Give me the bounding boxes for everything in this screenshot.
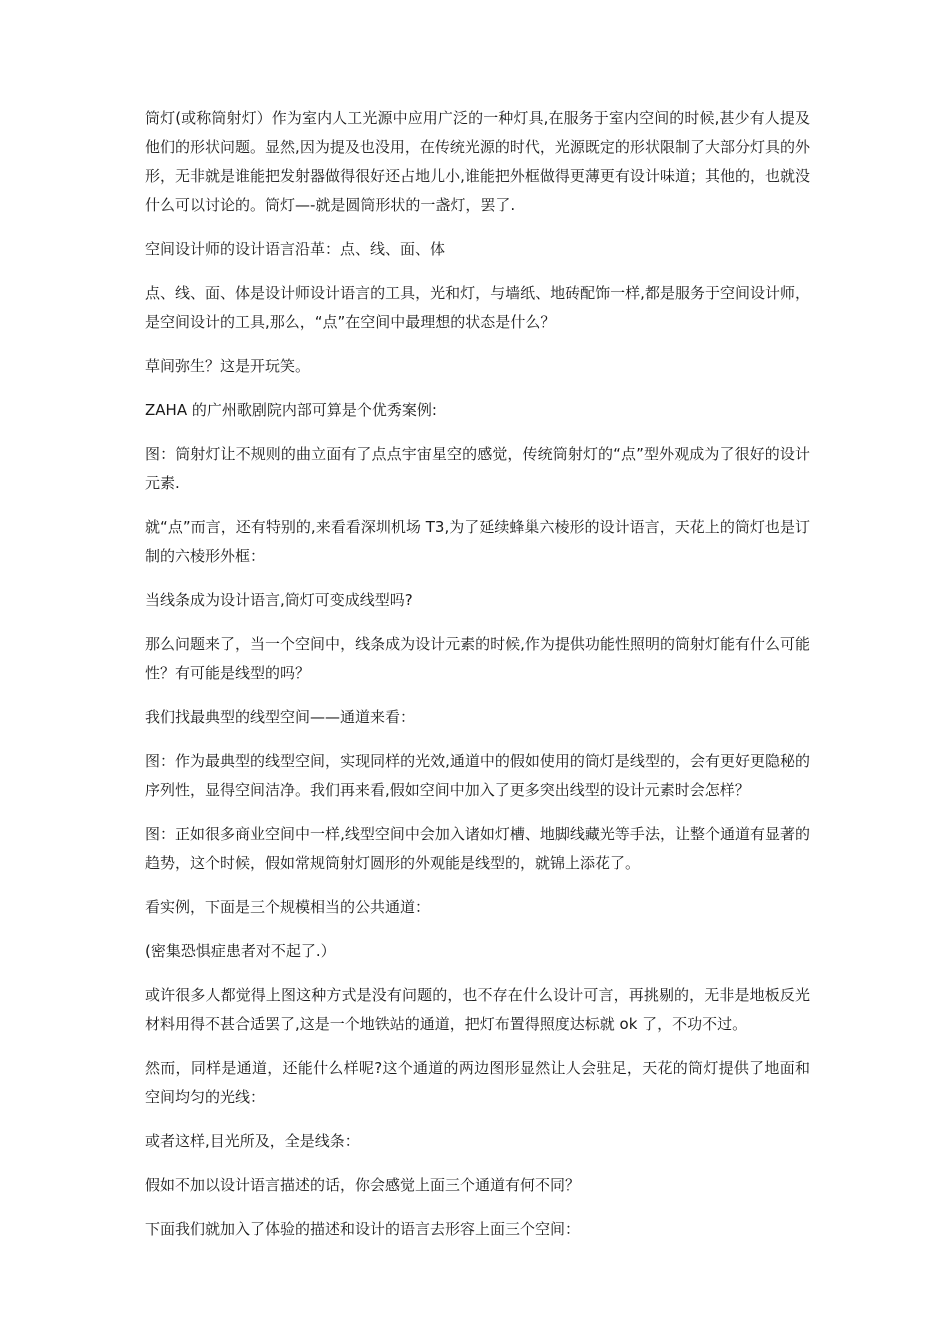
paragraph: 筒灯(或称筒射灯）作为室内人工光源中应用广泛的一种灯具,在服务于室内空间的时候,甚少有人提及他们的形状问题。显然,因为提及也没用，在传统光源的时代，光源既定的形状限制了大部分灯具的外形，无非就是谁能把发射器做得很好还占地儿小,谁能把外框做得更薄更有设计味道；其他的，也就没什么可以讨论的。筒灯—-就是圆筒形状的一盏灯，罢了.: [145, 109, 810, 214]
paragraph: 那么问题来了，当一个空间中，线条成为设计元素的时候,作为提供功能性照明的筒射灯能有什么可能性？有可能是线型的吗？: [145, 635, 810, 682]
figure-caption: 图：筒射灯让不规则的曲立面有了点点宇宙星空的感觉，传统筒射灯的“点”型外观成为了很好的设计元素.: [145, 445, 810, 492]
figure-caption: 图：作为最典型的线型空间，实现同样的光效,通道中的假如使用的筒灯是线型的，会有更好更隐秘的序列性，显得空间洁净。我们再来看,假如空间中加入了更多突出线型的设计元素时会怎样？: [145, 752, 810, 799]
paragraph: (密集恐惧症患者对不起了.）: [145, 942, 336, 960]
paragraph: 下面我们就加入了体验的描述和设计的语言去形容上面三个空间：: [145, 1220, 581, 1238]
paragraph: 草间弥生？这是开玩笑。: [145, 357, 311, 375]
paragraph: 点、线、面、体是设计师设计语言的工具，光和灯，与墙纸、地砖配饰一样,都是服务于空间设计师，是空间设计的工具,那么，“点”在空间中最理想的状态是什么？: [145, 284, 810, 331]
document-body: [145, 104, 810, 1259]
paragraph: 假如不加以设计语言描述的话，你会感觉上面三个通道有何不同？: [145, 1176, 581, 1194]
paragraph: ZAHA 的广州歌剧院内部可算是个优秀案例:: [145, 401, 437, 419]
section-heading: 空间设计师的设计语言沿革：点、线、面、体: [145, 240, 446, 258]
paragraph: 或者这样,目光所及，全是线条：: [145, 1132, 360, 1150]
paragraph: 或许很多人都觉得上图这种方式是没有问题的，也不存在什么设计可言，再挑剔的，无非是地板反光材料用得不甚合适罢了,这是一个地铁站的通道，把灯布置得照度达标就 ok 了，不功不过。: [145, 986, 810, 1033]
paragraph: 看实例，下面是三个规模相当的公共通道：: [145, 898, 431, 916]
paragraph: 我们找最典型的线型空间——通道来看：: [145, 708, 416, 726]
paragraph: 就“点”而言，还有特别的,来看看深圳机场 T3,为了延续蜂巢六棱形的设计语言，天花上的筒灯也是订制的六棱形外框：: [145, 518, 810, 565]
paragraph: 然而，同样是通道，还能什么样呢?这个通道的两边图形显然让人会驻足，天花的筒灯提供了地面和空间均匀的光线：: [145, 1059, 810, 1106]
figure-caption: 图：正如很多商业空间中一样,线型空间中会加入诸如灯槽、地脚线藏光等手法，让整个通道有显著的趋势，这个时候，假如常规筒射灯圆形的外观能是线型的，就锦上添花了。: [145, 825, 810, 872]
section-heading: 当线条成为设计语言,筒灯可变成线型吗?: [145, 591, 413, 609]
